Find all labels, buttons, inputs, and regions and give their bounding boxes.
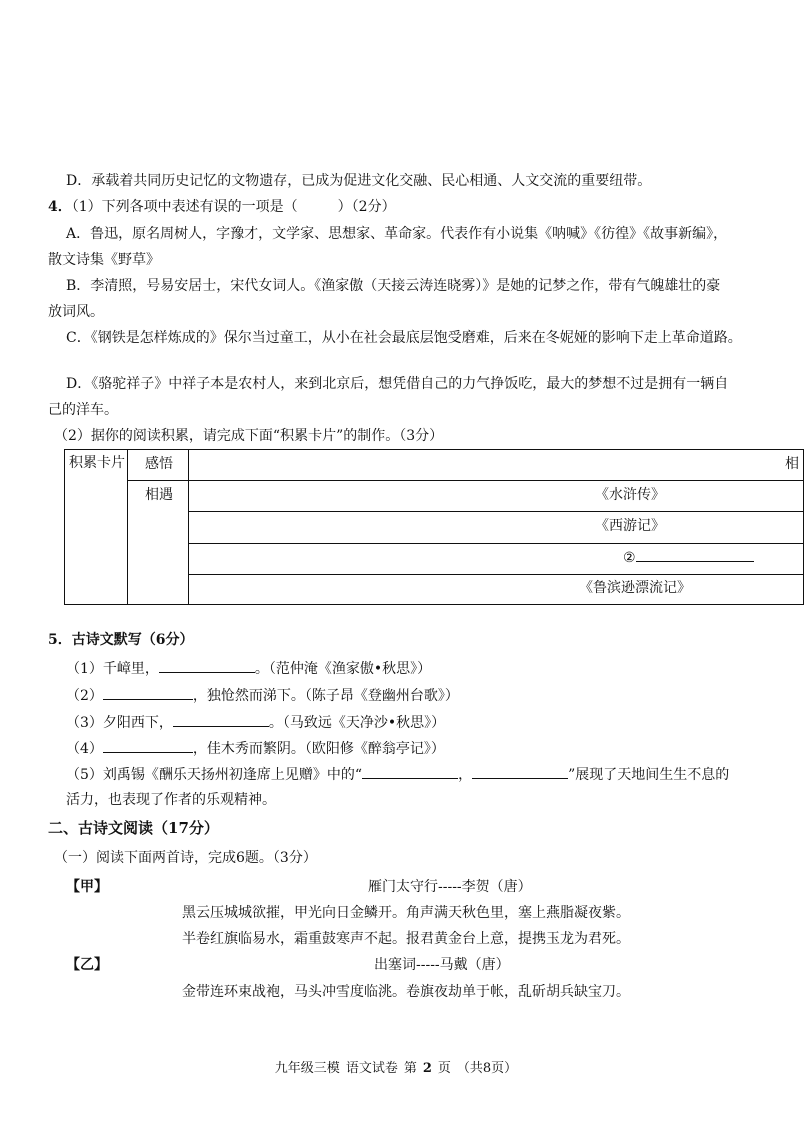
card-title: 积累卡片 bbox=[69, 455, 125, 471]
poem-yi-line1: 金带连环束战袍，马头冲雪度临洮。卷旗夜劫单于帐，乱斫胡兵缺宝刀。 bbox=[182, 984, 630, 1000]
q5-title: 5．古诗文默写（6分） bbox=[48, 632, 194, 648]
accumulation-card-table bbox=[64, 449, 804, 605]
poem-yi-tag: 【乙】 bbox=[66, 957, 108, 973]
poem-jia-line2: 半卷红旗临易水，霜重鼓寒声不起。报君黄金台上意，提携玉龙为君死。 bbox=[182, 931, 630, 947]
q4-option-b-line2: 放词风。 bbox=[48, 304, 104, 320]
q4-option-c: C．《钢铁是怎样炼成的》保尔当过童工，从小在社会最底层饱受磨难，后来在冬妮娅的影响下走上革命道路。 bbox=[66, 330, 742, 346]
q5-blank-4[interactable] bbox=[103, 738, 193, 753]
card-ganwu-text: 相 bbox=[785, 456, 799, 472]
q5-item-4: （4） ，佳木秀而繁阴。（欧阳修《醉翁亭记》） bbox=[66, 738, 445, 759]
poem-jia-line1: 黑云压城城欲摧，甲光向日金鳞开。角声满天秋色里，塞上燕脂凝夜紫。 bbox=[182, 905, 630, 921]
answer-blank[interactable] bbox=[636, 547, 754, 562]
footer-total: （共8页） bbox=[456, 1061, 518, 1076]
q5-item-1: （1）千嶂里， 。（范仲淹《渔家傲•秋思》） bbox=[66, 658, 431, 679]
q4-part2: （2）据你的阅读积累，请完成下面“积累卡片”的制作。（3分） bbox=[54, 428, 444, 444]
q5-blank-5b[interactable] bbox=[472, 764, 568, 779]
q5-item-5: （5）刘禹锡《酬乐天扬州初逢席上见赠》中的“ ， ”展现了天地间生生不息的 bbox=[66, 764, 729, 785]
footer-page-number: 2 bbox=[422, 1061, 432, 1076]
q4-option-a-line2: 散文诗集《野草》 bbox=[48, 252, 160, 268]
footer-exam: 九年级三模 bbox=[274, 1061, 340, 1076]
q4-option-a-line1: A．鲁迅，原名周树人，字豫才，文学家、思想家、革命家。代表作有小说集《呐喊》《彷徨》《故事新编》， bbox=[66, 226, 728, 242]
section2-subtitle: （一）阅读下面两首诗，完成6题。（3分） bbox=[54, 850, 317, 866]
poem-yi-title: 出塞词-----马戴（唐） bbox=[374, 957, 510, 973]
card-label-ganwu: 感悟 bbox=[145, 456, 173, 472]
q4-option-b-line1: B．李清照，号易安居士，宋代女词人。《渔家傲（天接云涛连晓雾）》是她的记梦之作，带有气魄雄壮的豪 bbox=[66, 278, 721, 294]
q5-item-2: （2） ，独怆然而涕下。（陈子昂《登幽州台歌》） bbox=[66, 685, 459, 706]
card-label-xiangyu: 相遇 bbox=[145, 487, 173, 503]
card-book-shuihu: 《水浒传》 bbox=[595, 487, 665, 503]
section2-title: 二、古诗文阅读（17分） bbox=[48, 819, 219, 837]
poem-jia-title: 雁门太守行-----李贺（唐） bbox=[368, 879, 532, 895]
q5-blank-1[interactable] bbox=[159, 658, 255, 673]
card-book-robinson: 《鲁滨逊漂流记》 bbox=[579, 580, 691, 596]
q4-number: 4． bbox=[48, 199, 72, 215]
q3-option-d: D．承载着共同历史记忆的文物遗存，已成为促进文化交融、民心相通、人文交流的重要纽带。 bbox=[66, 173, 652, 189]
q4-stem-text-a: （1）下列各项中表述有误的一项是（ bbox=[71, 199, 298, 215]
q5-item-5-line2: 活力，也表现了作者的乐观精神。 bbox=[66, 792, 276, 808]
card-blank-2[interactable] bbox=[623, 547, 754, 568]
q5-blank-2[interactable] bbox=[103, 685, 193, 700]
footer-subject: 语文试卷 bbox=[345, 1061, 398, 1076]
poem-jia-tag: 【甲】 bbox=[66, 879, 108, 895]
page-footer: 九年级三模 语文试卷 第 2 页 （共8页） bbox=[274, 1061, 518, 1076]
q4-stem-text-b: ）（2分） bbox=[337, 199, 396, 215]
q4-option-d-line2: 己的洋车。 bbox=[48, 402, 118, 418]
q4-stem bbox=[48, 197, 396, 217]
q5-blank-5a[interactable] bbox=[362, 764, 458, 779]
blank-number: ② bbox=[623, 550, 636, 566]
card-book-xiyou: 《西游记》 bbox=[595, 518, 665, 534]
q5-blank-3[interactable] bbox=[173, 712, 269, 727]
q5-item-3: （3）夕阳西下， 。（马致远《天净沙•秋思》） bbox=[66, 712, 445, 733]
q4-option-d-line1: D．《骆驼祥子》中祥子本是农村人，来到北京后，想凭借自己的力气挣饭吃，最大的梦想不过是拥有一辆自 bbox=[66, 376, 729, 392]
